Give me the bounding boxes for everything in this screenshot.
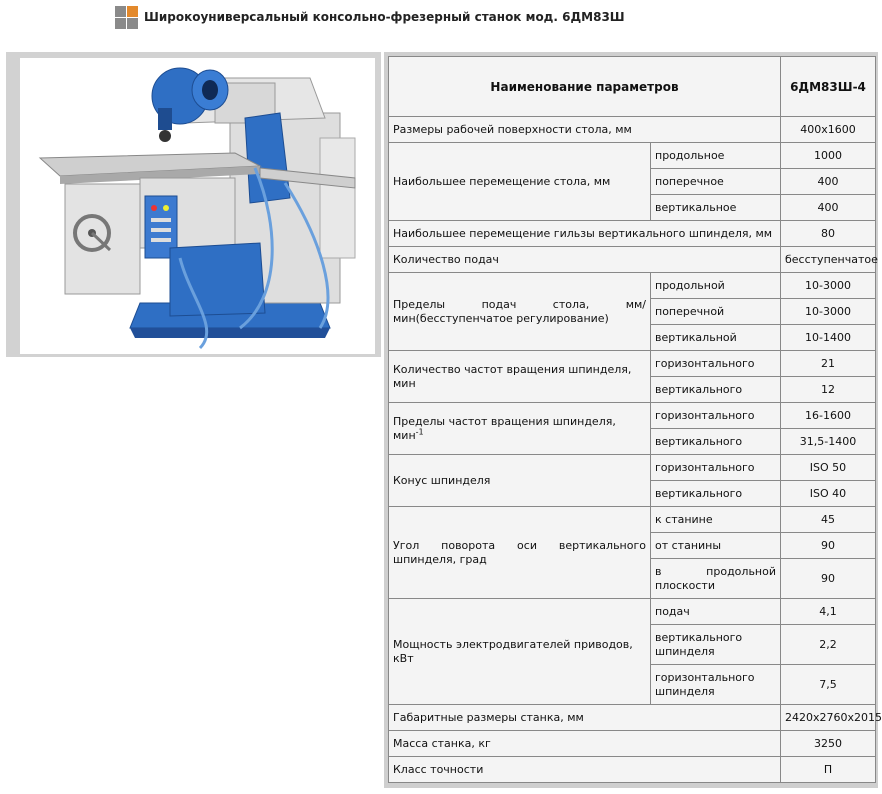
row-label: Угол поворота оси вертикального шпинделя, град xyxy=(389,507,651,599)
row-label-sup: -1 xyxy=(415,426,424,436)
row-value: 400 xyxy=(781,195,876,221)
row-sublabel: продольное xyxy=(651,143,781,169)
row-sublabel: вертикальной xyxy=(651,325,781,351)
table-row xyxy=(389,143,876,169)
row-label: Наибольшее перемещение гильзы вертикального шпинделя, мм xyxy=(389,221,781,247)
row-value: ISO 40 xyxy=(781,481,876,507)
table-row xyxy=(389,221,876,247)
row-value: 90 xyxy=(781,559,876,599)
row-sublabel: вертикальное xyxy=(651,195,781,221)
table-row xyxy=(389,351,876,377)
row-value: 400х1600 xyxy=(781,117,876,143)
milling-machine-illustration xyxy=(20,58,375,354)
row-value: 2420х2760х2015 xyxy=(781,705,876,731)
row-value: 80 xyxy=(781,221,876,247)
table-header-row xyxy=(389,57,876,117)
row-value: 7,5 xyxy=(781,665,876,705)
row-sublabel: вертикального xyxy=(651,481,781,507)
row-sublabel: поперечное xyxy=(651,169,781,195)
row-label-text: Пределы частот вращения шпинделя, мин xyxy=(393,414,616,442)
row-label: Количество частот вращения шпинделя, мин xyxy=(389,351,651,403)
row-value: 10-3000 xyxy=(781,273,876,299)
row-label: Количество подач xyxy=(389,247,781,273)
row-label: Пределы подач стола, мм/мин(бесступенчатое регулирование) xyxy=(389,273,651,351)
table-row xyxy=(389,757,876,783)
row-sublabel: от станины xyxy=(651,533,781,559)
machine-photo-frame xyxy=(6,52,381,357)
table-row xyxy=(389,705,876,731)
spec-table xyxy=(388,56,882,783)
row-value: 4,1 xyxy=(781,599,876,625)
table-row xyxy=(389,507,876,533)
row-sublabel: горизонтального xyxy=(651,455,781,481)
table-row xyxy=(389,599,876,625)
row-sublabel: поперечной xyxy=(651,299,781,325)
row-sublabel: вертикального xyxy=(651,429,781,455)
row-value: П xyxy=(781,757,876,783)
row-sublabel: горизонтального xyxy=(651,351,781,377)
table-row xyxy=(389,273,876,299)
row-label: Наибольшее перемещение стола, мм xyxy=(389,143,651,221)
row-value: 31,5-1400 xyxy=(781,429,876,455)
row-value: 12 xyxy=(781,377,876,403)
table-row xyxy=(389,731,876,757)
row-value: 21 xyxy=(781,351,876,377)
row-value: 10-1400 xyxy=(781,325,876,351)
row-sublabel: горизонтального шпинделя xyxy=(651,665,781,705)
row-label: Класс точности xyxy=(389,757,781,783)
row-label: Конус шпинделя xyxy=(389,455,651,507)
spec-table-frame xyxy=(384,52,882,788)
row-label: Мощность электродвигателей приводов, кВт xyxy=(389,599,651,705)
table-row xyxy=(389,247,876,273)
row-label: Масса станка, кг xyxy=(389,731,781,757)
row-label: Размеры рабочей поверхности стола, мм xyxy=(389,117,781,143)
row-value: 90 xyxy=(781,533,876,559)
row-sublabel: вертикального xyxy=(651,377,781,403)
machine-photo xyxy=(20,58,375,354)
row-sublabel: вертикального шпинделя xyxy=(651,625,781,665)
row-sublabel: подач xyxy=(651,599,781,625)
header-model: 6ДМ83Ш-4 xyxy=(781,57,876,117)
row-sublabel: к станине xyxy=(651,507,781,533)
row-value: 10-3000 xyxy=(781,299,876,325)
row-sublabel: продольной xyxy=(651,273,781,299)
row-value: 400 xyxy=(781,169,876,195)
site-logo-icon xyxy=(115,6,139,30)
table-row xyxy=(389,117,876,143)
row-value: 16-1600 xyxy=(781,403,876,429)
row-value: 45 xyxy=(781,507,876,533)
row-value: 2,2 xyxy=(781,625,876,665)
table-row xyxy=(389,403,876,429)
row-sublabel: горизонтального xyxy=(651,403,781,429)
row-value: бесступенчатое xyxy=(781,247,876,273)
row-value: 1000 xyxy=(781,143,876,169)
header-param: Наименование параметров xyxy=(389,57,781,117)
page-title: Широкоуниверсальный консольно-фрезерный станок мод. 6ДМ83Ш xyxy=(144,10,625,24)
row-label: Габаритные размеры станка, мм xyxy=(389,705,781,731)
row-value: 3250 xyxy=(781,731,876,757)
table-row xyxy=(389,455,876,481)
row-value: ISO 50 xyxy=(781,455,876,481)
row-label xyxy=(389,403,651,455)
row-sublabel: в продольной плоскости xyxy=(651,559,781,599)
